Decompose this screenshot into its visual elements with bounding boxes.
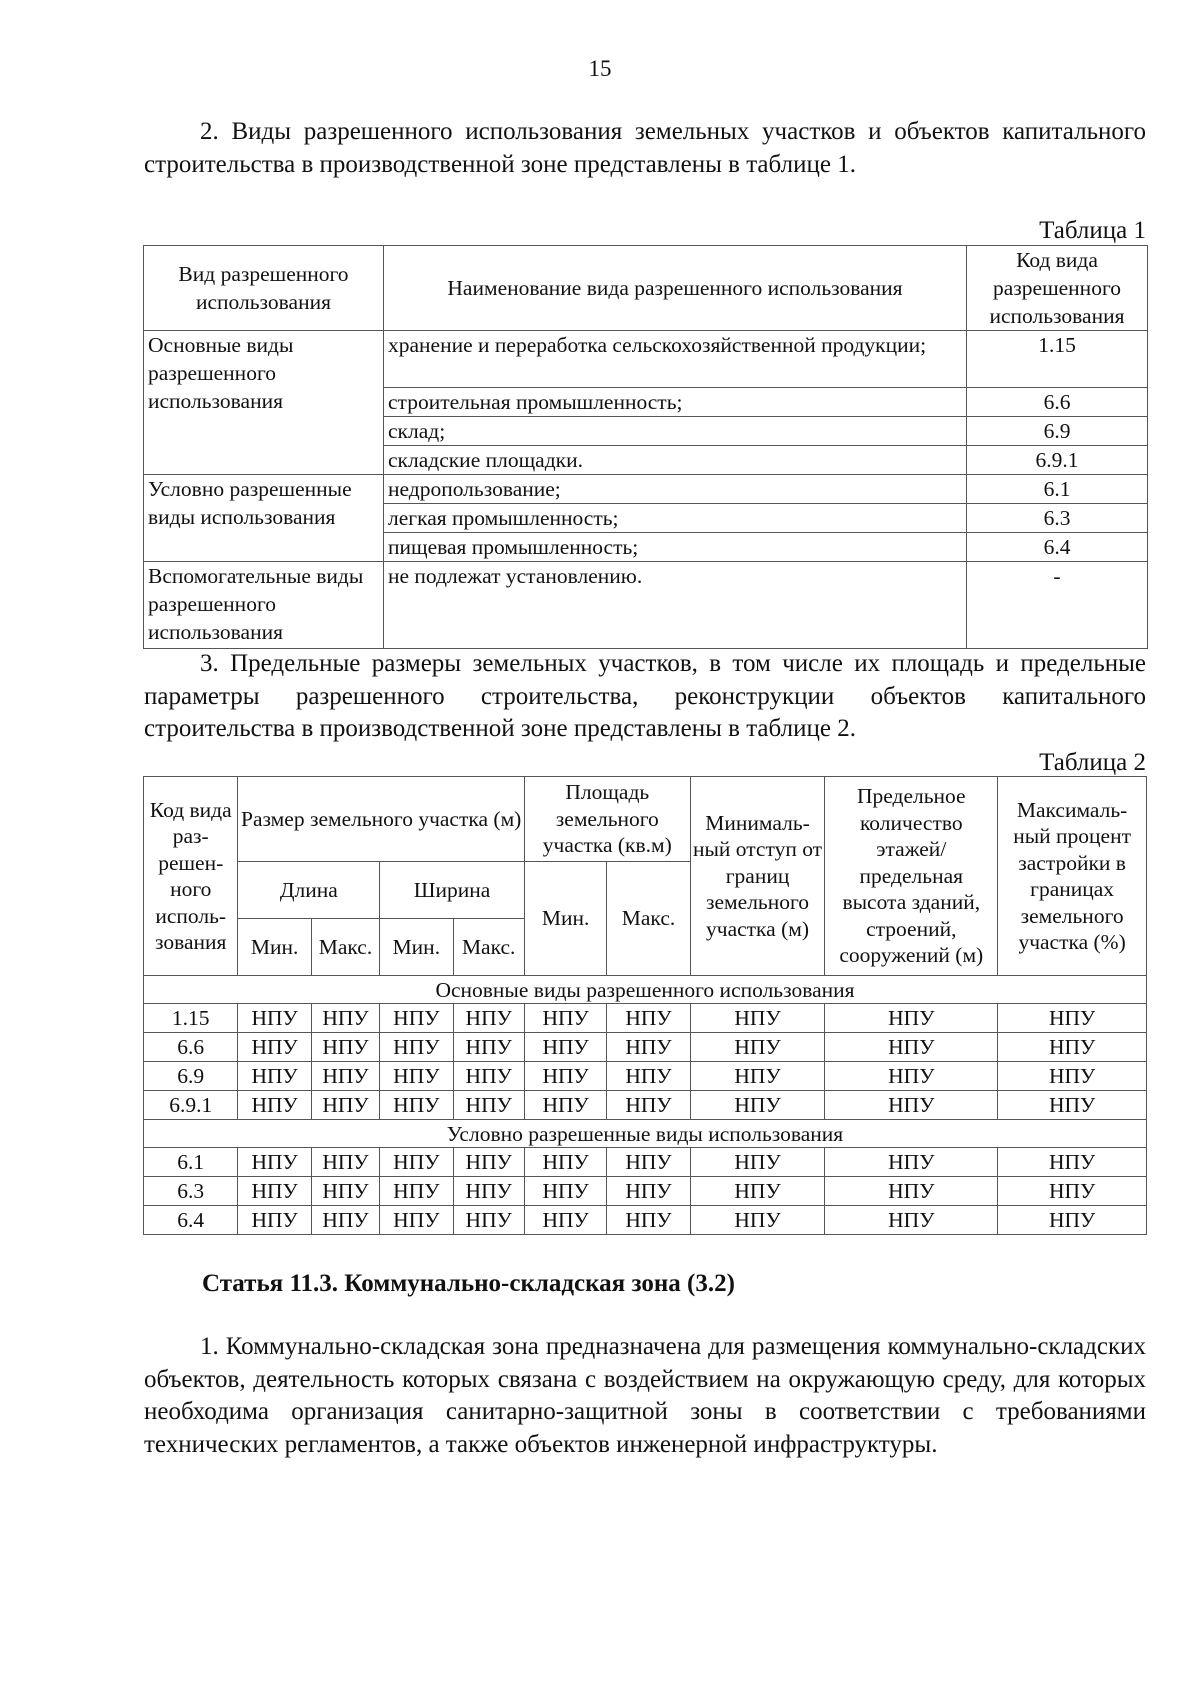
table-2-cell: НПУ xyxy=(690,1033,825,1062)
table-2-cell: НПУ xyxy=(607,1033,690,1062)
table-2-cell: НПУ xyxy=(524,1062,606,1091)
table-2-code-cell: 6.3 xyxy=(144,1177,238,1206)
table-2-header-row xyxy=(144,777,1147,862)
table-2-header-floors: Предельное количество этажей/ предельная высота зданий, строений, сооружений (м) xyxy=(825,777,998,976)
table-1-code-cell: 6.4 xyxy=(967,533,1148,562)
table-2-cell: НПУ xyxy=(453,1004,524,1033)
table-2-cell: НПУ xyxy=(998,1004,1147,1033)
table-2-cell: НПУ xyxy=(311,1033,379,1062)
table-2-section-title: Условно разрешенные виды использования xyxy=(144,1120,1147,1148)
table-2-cell: НПУ xyxy=(311,1148,379,1177)
table-2-cell: НПУ xyxy=(238,1062,311,1091)
table-2-cell: НПУ xyxy=(238,1206,311,1235)
table-2-cell: НПУ xyxy=(238,1148,311,1177)
table-2-row xyxy=(144,1091,1147,1120)
table-2-code-cell: 6.4 xyxy=(144,1206,238,1235)
table-2-header-length-min: Мин. xyxy=(238,919,311,976)
table-2-code-cell: 1.15 xyxy=(144,1004,238,1033)
table-2-code-cell: 6.9 xyxy=(144,1062,238,1091)
table-2-cell: НПУ xyxy=(311,1062,379,1091)
table-2-cell: НПУ xyxy=(825,1148,998,1177)
table-2-header-area-max: Макс. xyxy=(607,862,690,976)
table-2-cell: НПУ xyxy=(998,1206,1147,1235)
table-2-section-row xyxy=(144,1120,1147,1148)
article-paragraph-1: 1. Коммунально-складская зона предназначена для размещения коммунально-складских объектов, деятельность которых связана с воздействием на окружающую среду, для которых необходима организация санитарно-защитной зоны в соответствии с требованиями технических регламентов, а также объектов инженерной инфраструктуры. xyxy=(144,1333,1146,1458)
table-1-name-cell: недропользование; xyxy=(384,475,967,504)
table-2-cell: НПУ xyxy=(238,1091,311,1120)
table-1-header-name: Наименование вида разрешенного использования xyxy=(384,246,967,331)
table-2-cell: НПУ xyxy=(998,1033,1147,1062)
table-1-name-cell: не подлежат установлению. xyxy=(384,562,967,649)
table-1-code-cell: 6.9 xyxy=(967,417,1148,446)
table-2-cell: НПУ xyxy=(380,1033,453,1062)
table-2-header-indent: Минималь-ный отступ от границ земельного участка (м) xyxy=(690,777,825,976)
table-2-cell: НПУ xyxy=(380,1148,453,1177)
table-1-name-cell: складские площадки. xyxy=(384,446,967,475)
table-1-kind-cell: Основные виды разрешенного использования xyxy=(144,331,384,475)
table-2-cell: НПУ xyxy=(380,1062,453,1091)
table-2-header-area-min: Мин. xyxy=(524,862,606,976)
table-2-cell: НПУ xyxy=(453,1033,524,1062)
table-2-header-length-max: Макс. xyxy=(311,919,379,976)
table-2-header-percent: Максималь-ный процент застройки в границах земельного участка (%) xyxy=(998,777,1147,976)
table-2-header-code: Код вида раз-решен-ного исполь-зования xyxy=(144,777,238,976)
table-2-header-area: Площадь земельного участка (кв.м) xyxy=(524,777,690,862)
table-2 xyxy=(143,776,1147,1235)
table-2-cell: НПУ xyxy=(607,1062,690,1091)
table-1-code-cell: 1.15 xyxy=(967,331,1148,388)
paragraph-2: 2. Виды разрешенного использования земельных участков и объектов капитального строительства в производственной зоне представлены в таблице 1. xyxy=(144,118,1146,178)
table-1-header-code: Код вида разрешенного использования xyxy=(967,246,1148,331)
table-2-cell: НПУ xyxy=(998,1148,1147,1177)
table-2-cell: НПУ xyxy=(453,1091,524,1120)
table-2-row xyxy=(144,1062,1147,1091)
table-1-code-cell: 6.3 xyxy=(967,504,1148,533)
table-2-cell: НПУ xyxy=(998,1177,1147,1206)
table-2-cell: НПУ xyxy=(311,1091,379,1120)
table-2-code-cell: 6.6 xyxy=(144,1033,238,1062)
table-2-cell: НПУ xyxy=(825,1091,998,1120)
table-2-cell: НПУ xyxy=(453,1148,524,1177)
table-1-header-row xyxy=(144,246,1148,331)
table-2-row xyxy=(144,1033,1147,1062)
table-1-row xyxy=(144,562,1148,649)
table-1-name-cell: склад; xyxy=(384,417,967,446)
table-2-cell: НПУ xyxy=(607,1177,690,1206)
table-2-cell: НПУ xyxy=(825,1004,998,1033)
table-1-name-cell: легкая промышленность; xyxy=(384,504,967,533)
table-2-cell: НПУ xyxy=(607,1091,690,1120)
table-1-kind-cell: Вспомогательные виды разрешенного использования xyxy=(144,562,384,649)
table-2-row xyxy=(144,1004,1147,1033)
table-2-section-title: Основные виды разрешенного использования xyxy=(144,976,1147,1004)
table-1-name-cell: строительная промышленность; xyxy=(384,388,967,417)
table-2-cell: НПУ xyxy=(998,1062,1147,1091)
page-number: 15 xyxy=(588,56,612,81)
table-2-caption: Таблица 2 xyxy=(1039,749,1146,776)
table-2-cell: НПУ xyxy=(690,1091,825,1120)
table-2-cell: НПУ xyxy=(311,1177,379,1206)
table-2-cell: НПУ xyxy=(453,1206,524,1235)
table-1-name-cell: пищевая промышленность; xyxy=(384,533,967,562)
table-2-row xyxy=(144,1206,1147,1235)
table-1-kind-cell: Условно разрешенные виды использования xyxy=(144,475,384,562)
paragraph-3: 3. Предельные размеры земельных участков, в том числе их площадь и предельные параметры разрешенного строительства, реконструкции объектов капитального строительства в производственной зоне представлены в таблице 2. xyxy=(144,650,1146,742)
table-1-code-cell: 6.1 xyxy=(967,475,1148,504)
table-2-header-length: Длина xyxy=(238,862,380,919)
table-2-header-width-max: Макс. xyxy=(453,919,524,976)
table-2-cell: НПУ xyxy=(998,1091,1147,1120)
table-2-code-cell: 6.1 xyxy=(144,1148,238,1177)
table-2-cell: НПУ xyxy=(311,1206,379,1235)
table-2-cell: НПУ xyxy=(825,1206,998,1235)
table-1-header-kind: Вид разрешенного использования xyxy=(144,246,384,331)
table-2-cell: НПУ xyxy=(524,1148,606,1177)
table-2-cell: НПУ xyxy=(380,1004,453,1033)
table-2-cell: НПУ xyxy=(690,1004,825,1033)
table-2-cell: НПУ xyxy=(453,1062,524,1091)
table-2-cell: НПУ xyxy=(690,1177,825,1206)
table-2-cell: НПУ xyxy=(311,1004,379,1033)
table-2-cell: НПУ xyxy=(607,1206,690,1235)
table-2-header-width: Ширина xyxy=(380,862,525,919)
table-1-code-cell: - xyxy=(967,562,1148,649)
table-2-row xyxy=(144,1177,1147,1206)
table-2-cell: НПУ xyxy=(238,1033,311,1062)
article-heading: Статья 11.3. Коммунально-складская зона (3.2) xyxy=(202,1270,735,1297)
table-2-cell: НПУ xyxy=(524,1206,606,1235)
table-2-cell: НПУ xyxy=(524,1033,606,1062)
table-2-section-row xyxy=(144,976,1147,1004)
table-2-row xyxy=(144,1148,1147,1177)
table-2-cell: НПУ xyxy=(607,1148,690,1177)
table-2-cell: НПУ xyxy=(524,1004,606,1033)
table-2-cell: НПУ xyxy=(607,1004,690,1033)
table-2-header-width-min: Мин. xyxy=(380,919,453,976)
table-2-code-cell: 6.9.1 xyxy=(144,1091,238,1120)
table-2-cell: НПУ xyxy=(453,1177,524,1206)
table-2-cell: НПУ xyxy=(524,1091,606,1120)
table-2-cell: НПУ xyxy=(825,1033,998,1062)
table-2-cell: НПУ xyxy=(825,1062,998,1091)
table-1 xyxy=(143,245,1148,649)
table-1-caption: Таблица 1 xyxy=(1039,217,1146,244)
table-2-cell: НПУ xyxy=(238,1004,311,1033)
table-2-cell: НПУ xyxy=(524,1177,606,1206)
table-1-name-cell: хранение и переработка сельскохозяйственной продукции; xyxy=(384,331,967,388)
table-1-row xyxy=(144,475,1148,504)
table-2-cell: НПУ xyxy=(238,1177,311,1206)
table-2-cell: НПУ xyxy=(690,1206,825,1235)
table-2-cell: НПУ xyxy=(825,1177,998,1206)
table-1-row xyxy=(144,331,1148,388)
table-2-cell: НПУ xyxy=(380,1177,453,1206)
table-1-code-cell: 6.9.1 xyxy=(967,446,1148,475)
table-1-code-cell: 6.6 xyxy=(967,388,1148,417)
table-2-cell: НПУ xyxy=(690,1062,825,1091)
table-2-cell: НПУ xyxy=(690,1148,825,1177)
table-2-cell: НПУ xyxy=(380,1206,453,1235)
table-2-header-size: Размер земельного участка (м) xyxy=(238,777,524,862)
table-2-cell: НПУ xyxy=(380,1091,453,1120)
